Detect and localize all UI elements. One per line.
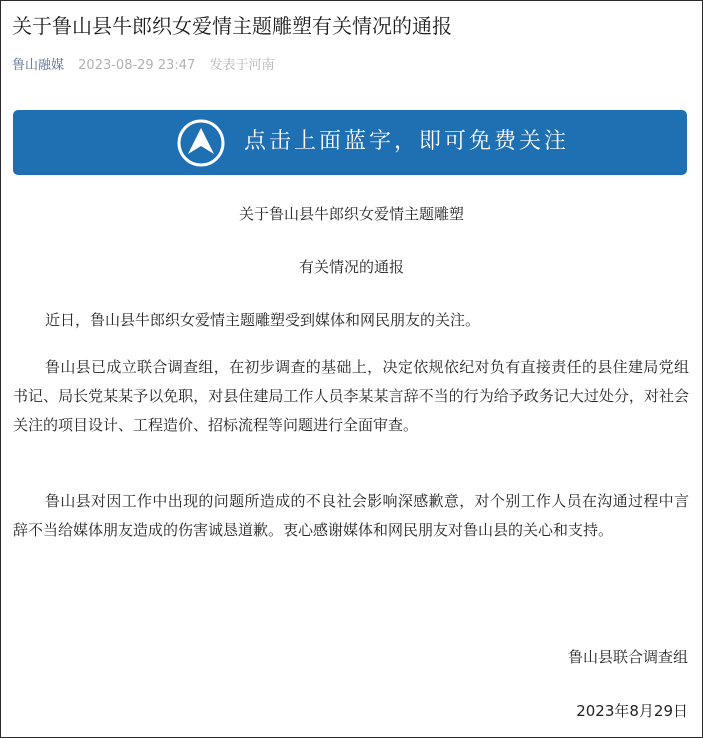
- notice-heading-line2: 有关情况的通报: [298, 258, 404, 276]
- notice-signature: 鲁山县联合调查组: [567, 648, 688, 666]
- publish-location: 发表于河南: [209, 58, 275, 73]
- notice-heading-line1: 关于鲁山县牛郎织女爱情主题雕塑: [238, 205, 464, 223]
- follow-banner-text: 点击上面蓝字，即可免费关注: [244, 129, 570, 154]
- up-arrow-circle-icon: [176, 118, 226, 168]
- follow-banner[interactable]: [13, 110, 687, 175]
- author-link[interactable]: 鲁山融媒: [12, 58, 65, 73]
- notice-paragraph-1: 近日，鲁山县牛郎织女爱情主题雕塑受到媒体和网民朋友的关注。: [45, 311, 481, 329]
- article-meta: [12, 57, 274, 75]
- notice-date: 2023年8月29日: [576, 702, 688, 720]
- notice-paragraph-2: 鲁山县已成立联合调查组，在初步调查的基础上，决定依规依纪对负有直接责任的县住建局党组书记、局长党某某予以免职，对县住建局工作人员李某某言辞不当的行为给予政务记大过处分，对社会关注的项目设计、工程造价、招标流程等问题进行全面审查。: [13, 358, 689, 434]
- publish-time: 2023-08-29 23:47: [78, 58, 196, 73]
- article-title: 关于鲁山县牛郎织女爱情主题雕塑有关情况的通报: [12, 14, 452, 38]
- notice-paragraph-3: 鲁山县对因工作中出现的问题所造成的不良社会影响深感歉意，对个别工作人员在沟通过程中言辞不当给媒体朋友造成的伤害诚恳道歉。衷心感谢媒体和网民朋友对鲁山县的关心和支持。: [13, 492, 689, 539]
